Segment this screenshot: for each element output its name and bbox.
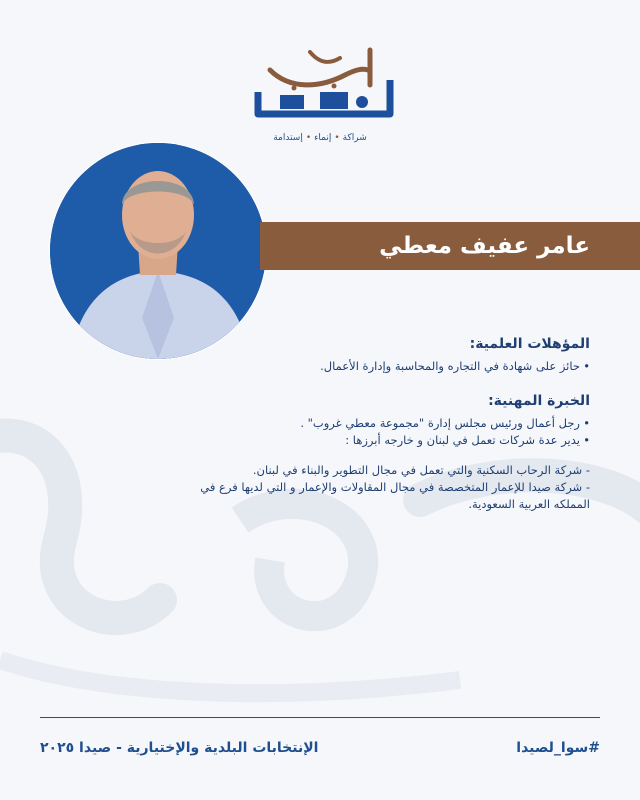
tagline-word: شراكة <box>342 133 367 143</box>
tagline-word: إنماء <box>314 133 332 143</box>
footer-hashtag: #سوا_لصيدا <box>516 740 600 756</box>
companies-section <box>176 462 590 513</box>
candidate-name: عامر عفيف معطي <box>379 233 590 259</box>
logo-tagline: شراكة•إنماء•إستدامة <box>273 133 367 143</box>
brand-logo <box>250 40 400 120</box>
experience-list <box>180 415 590 449</box>
list-item: - شركة الرحاب السكنية والتي تعمل في مجال التطوير والبناء في لبنان. <box>252 463 590 477</box>
list-item: • حائز على شهادة في التجاره والمحاسبة وإدارة الأعمال. <box>320 359 590 373</box>
list-item: • رجل أعمال ورئيس مجلس إدارة "مجموعة معطي غروب" . <box>300 416 590 430</box>
footer-divider <box>40 717 600 718</box>
experience-title: الخبرة المهنية: <box>488 393 590 409</box>
candidate-photo <box>50 143 266 359</box>
companies-list <box>176 462 590 513</box>
footer-election-text: الإنتخابات البلدية والإختيارية - صيدا ٢٠٢٥ <box>40 740 319 756</box>
tagline-word: إستدامة <box>273 133 303 143</box>
list-item: - شركة صيدا للإعمار المتخصصة في مجال المقاولات والإعمار و التي لديها فرع في المملكه العربية السعودية. <box>200 480 590 511</box>
qualifications-section <box>180 336 590 375</box>
qualifications-title: المؤهلات العلمية: <box>469 336 590 352</box>
experience-section <box>180 393 590 449</box>
qualifications-list <box>180 358 590 375</box>
list-item: • يدير عدة شركات تعمل في لبنان و خارجه أبرزها : <box>345 433 590 447</box>
